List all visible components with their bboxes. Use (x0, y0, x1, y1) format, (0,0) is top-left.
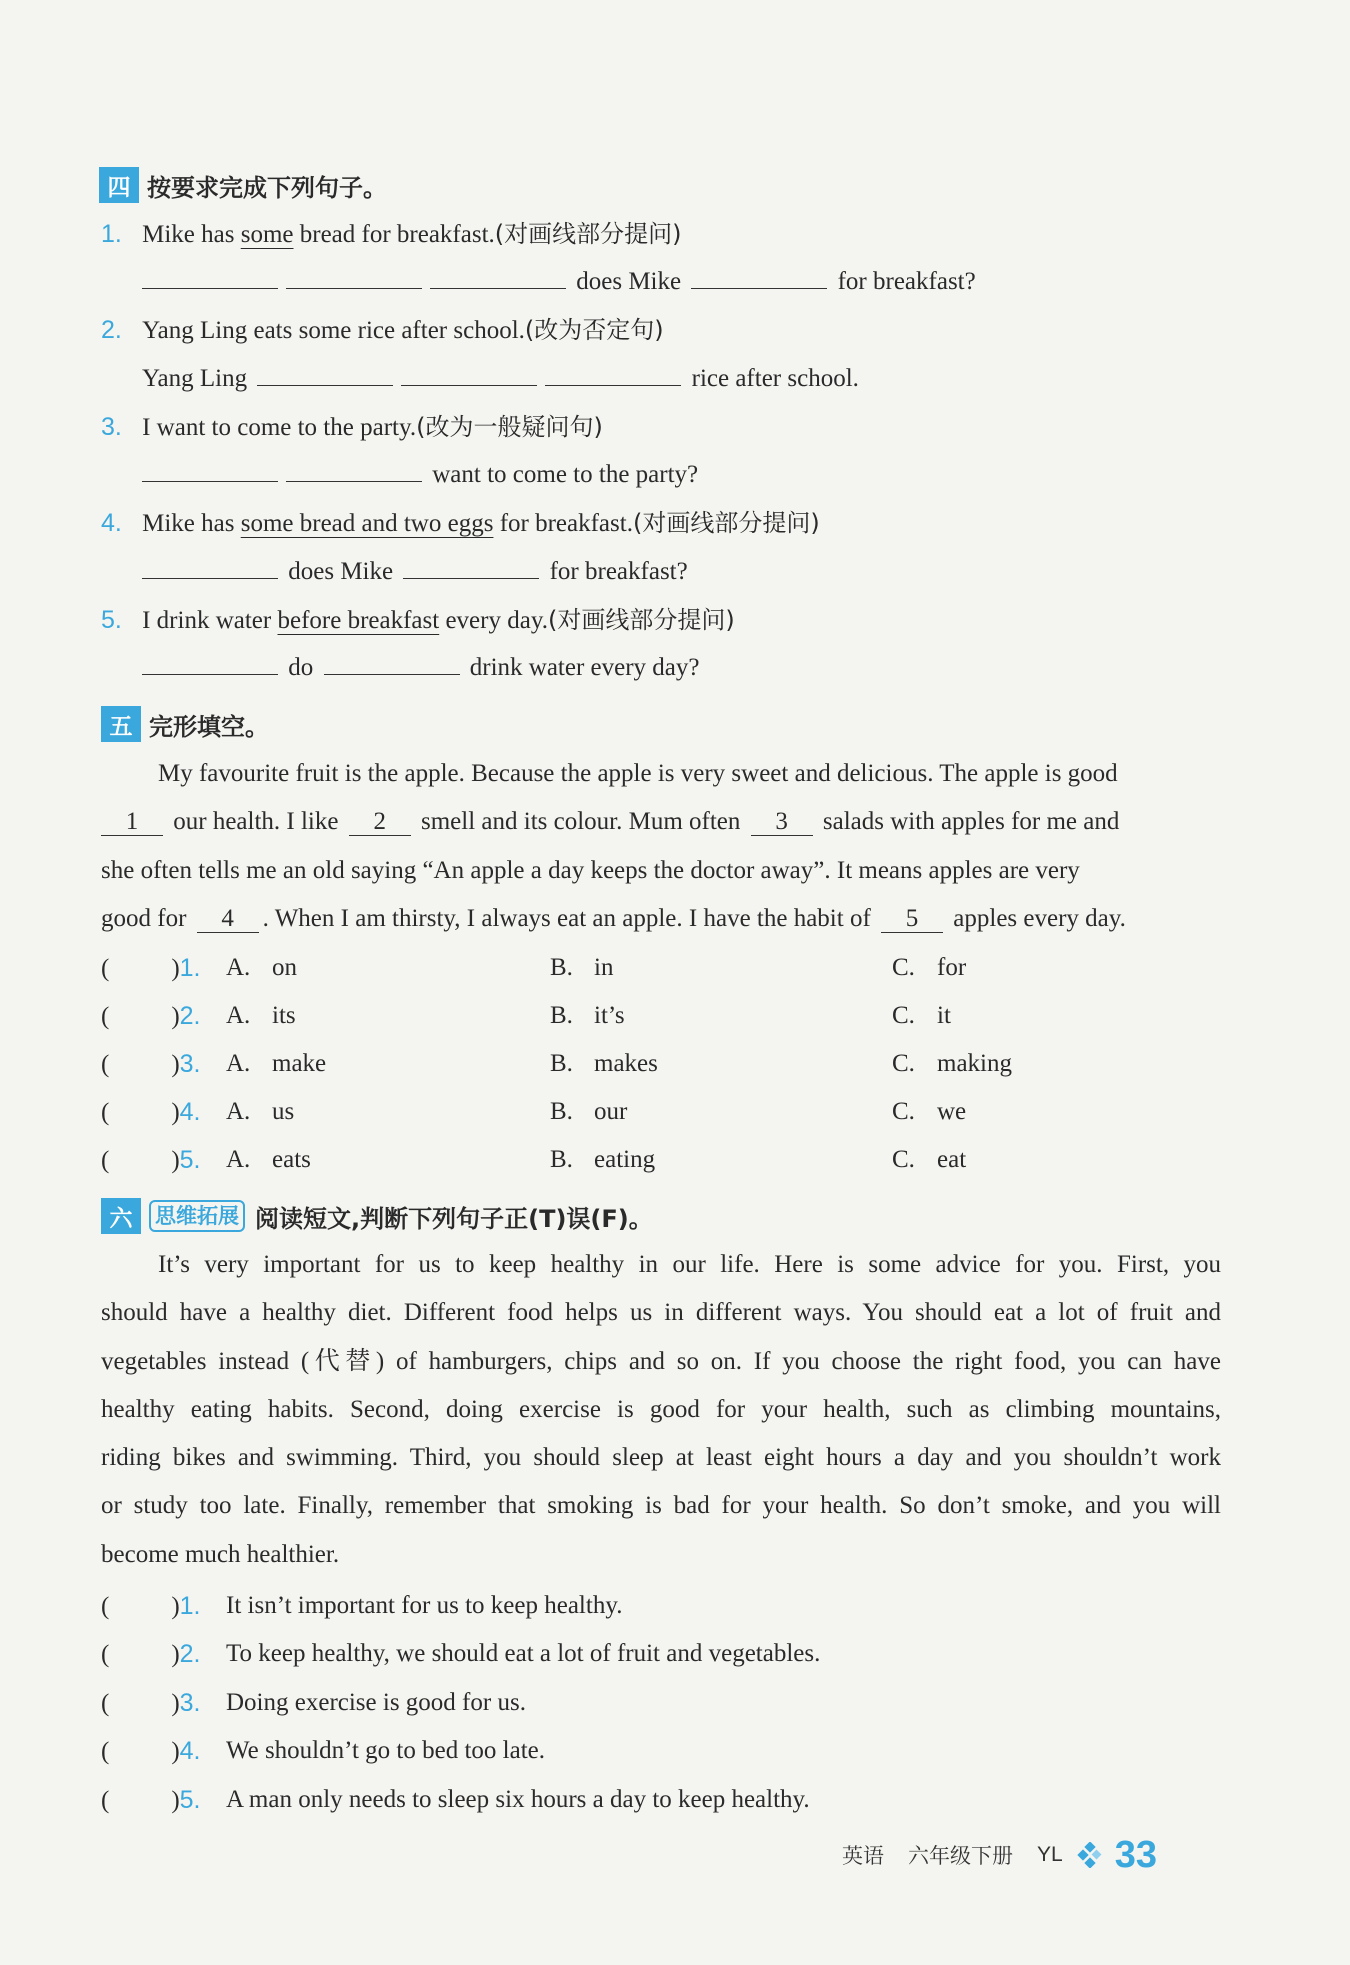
option-letter-b: B. (550, 1050, 573, 1077)
section-6-header (101, 1197, 653, 1235)
answer-text: want to come to the party? (432, 461, 699, 488)
option-row-3 (101, 1049, 1012, 1079)
answer-paren-close: ) (171, 1099, 180, 1126)
answer-paren-open: ( (101, 1099, 110, 1126)
item-number: 1. (179, 1592, 201, 1620)
answer-blank[interactable] (286, 266, 422, 289)
answer-paren-open: ( (101, 1051, 110, 1078)
question-text: for breakfast. (493, 510, 633, 537)
option-number: 3. (179, 1050, 201, 1078)
question-number: 4. (101, 509, 122, 537)
section-4-header (99, 166, 387, 204)
answer-paren-open: ( (101, 955, 110, 982)
answer-paren-open: ( (101, 1593, 110, 1620)
answer-paren-open: ( (101, 1003, 110, 1030)
item-number: 3. (179, 1689, 201, 1717)
option-b[interactable]: in (594, 954, 614, 981)
section-5-badge: 五 (101, 706, 141, 742)
answer-text: rice after school. (691, 365, 859, 392)
question-text: Mike has (142, 221, 241, 248)
answer-text: drink water every day? (469, 654, 700, 681)
answer-blank[interactable] (142, 652, 278, 675)
option-letter-b: B. (550, 1098, 573, 1125)
cloze-text: salads with apples for me and (822, 808, 1120, 836)
answer-paren-open: ( (101, 1787, 110, 1814)
answer-text: does Mike (576, 268, 682, 295)
cloze-line-4 (101, 895, 1221, 943)
q4-5-answer (138, 652, 700, 682)
answer-paren-open: ( (101, 1738, 110, 1765)
option-letter-b: B. (550, 954, 573, 981)
option-letter-c: C. (892, 1146, 915, 1173)
answer-paren-open: ( (101, 1641, 110, 1668)
underlined-text: some bread and two eggs (240, 510, 494, 537)
answer-paren-close: ) (171, 1787, 180, 1814)
option-row-4 (101, 1097, 967, 1127)
cloze-text: good for (101, 904, 187, 932)
answer-paren-close: ) (171, 1593, 180, 1620)
cloze-text: our health. I like (173, 808, 339, 836)
item-text: We shouldn’t go to bed too late. (226, 1737, 546, 1764)
section-6-title: 阅读短文,判断下列句子正(T)误(F)。 (255, 1204, 653, 1233)
option-a[interactable]: its (272, 1002, 296, 1029)
instruction-note: (改为否定句) (524, 316, 664, 344)
question-text: Yang Ling eats some rice after school. (142, 317, 525, 344)
option-a[interactable]: us (272, 1098, 295, 1125)
option-b[interactable]: makes (594, 1050, 658, 1077)
question-text: every day. (439, 607, 548, 634)
option-a[interactable]: eats (272, 1146, 311, 1173)
page-footer (842, 1830, 1157, 1880)
passage-line: It’s very important for us to keep healthy in our life. Here is some advice for you. First, you (158, 1251, 1221, 1278)
cloze-text: apples every day. (953, 904, 1126, 932)
answer-paren-close: ) (171, 1690, 180, 1717)
option-letter-a: A. (226, 1146, 251, 1173)
passage-line: riding bikes and swimming. Third, you should sleep at least eight hours a day and you shouldn’t work (101, 1444, 1221, 1472)
answer-paren-close: ) (171, 1003, 180, 1030)
q4-4 (101, 508, 820, 538)
thinking-extension-tag: 思维拓展 (149, 1200, 245, 1232)
answer-blank[interactable] (142, 556, 278, 579)
tf-item-1 (101, 1591, 623, 1621)
answer-blank[interactable] (324, 652, 460, 675)
answer-blank[interactable] (257, 363, 393, 386)
item-text: A man only needs to sleep six hours a day to keep healthy. (226, 1786, 810, 1813)
option-letter-a: A. (226, 1050, 251, 1077)
page-number: 33 (1114, 1833, 1157, 1876)
question-text: I drink water (142, 607, 278, 634)
item-number: 4. (179, 1737, 201, 1765)
q4-2 (101, 315, 664, 345)
passage-line: become much healthier. (101, 1540, 340, 1568)
question-number: 3. (101, 413, 122, 441)
answer-blank[interactable] (430, 266, 566, 289)
option-letter-c: C. (892, 954, 915, 981)
option-b[interactable]: our (594, 1098, 628, 1125)
answer-text: Yang Ling (142, 365, 248, 392)
passage-line: or study too late. Finally, remember that smoking is bad for your health. So don’t smoke, and you will (101, 1492, 1221, 1520)
q4-1-answer (138, 266, 976, 296)
option-letter-b: B. (550, 1146, 573, 1173)
tf-item-4 (101, 1736, 546, 1766)
footer-subject: 英语 (842, 1844, 884, 1868)
answer-paren-close: ) (171, 1051, 180, 1078)
passage-line: should have a healthy diet. Different food helps us in different ways. You should eat a lot of fruit and (101, 1299, 1221, 1327)
cloze-blank-5[interactable]: 5 (881, 906, 943, 933)
diamond-cluster-icon (1077, 1842, 1103, 1868)
footer-edition: YL (1037, 1843, 1063, 1866)
answer-paren-close: ) (171, 1738, 180, 1765)
section-4-title: 按要求完成下列句子。 (147, 173, 387, 202)
cloze-line-2 (101, 798, 1221, 846)
option-letter-a: A. (226, 1098, 251, 1125)
question-text: I want to come to the party. (142, 414, 417, 441)
item-text: It isn’t important for us to keep healthy. (226, 1592, 623, 1619)
question-number: 2. (101, 316, 122, 344)
cloze-blank-4[interactable]: 4 (197, 906, 259, 933)
option-letter-c: C. (892, 1050, 915, 1077)
answer-paren-open: ( (101, 1690, 110, 1717)
option-c[interactable]: for (937, 954, 967, 981)
section-6-badge: 六 (101, 1198, 141, 1234)
q4-5 (101, 605, 735, 635)
q4-4-answer (138, 556, 688, 586)
cloze-line-3: she often tells me an old saying “An apple a day keeps the doctor away”. It means apples are very (101, 856, 1080, 884)
cloze-blank-2[interactable]: 2 (349, 809, 411, 836)
section-4-badge: 四 (99, 167, 139, 203)
cloze-blank-3[interactable]: 3 (751, 809, 813, 836)
section-5-header (101, 705, 269, 743)
cloze-blank-1[interactable]: 1 (101, 809, 163, 836)
item-number: 5. (179, 1786, 201, 1814)
answer-paren-close: ) (171, 1641, 180, 1668)
answer-blank[interactable] (142, 266, 278, 289)
cloze-passage (101, 750, 1221, 943)
instruction-note: (对画线部分提问) (547, 606, 735, 634)
answer-blank[interactable] (142, 459, 278, 482)
passage-line: vegetables instead (代替) of hamburgers, chips and so on. If you choose the right food, you can have (101, 1347, 1221, 1375)
option-b[interactable]: eating (594, 1146, 656, 1173)
underlined-text: before breakfast (277, 607, 440, 634)
passage-line: healthy eating habits. Second, doing exercise is good for your health, such as climbing mountains, (101, 1395, 1221, 1423)
option-c[interactable]: we (937, 1098, 967, 1125)
answer-blank[interactable] (691, 266, 827, 289)
instruction-note: (改为一般疑问句) (416, 413, 603, 441)
option-c[interactable]: making (937, 1050, 1012, 1077)
footer-grade: 六年级下册 (908, 1844, 1013, 1868)
answer-paren-close: ) (171, 1147, 180, 1174)
cloze-text: smell and its colour. Mum often (420, 808, 741, 836)
section-5-title: 完形填空。 (149, 712, 269, 741)
option-a[interactable]: on (272, 954, 297, 981)
option-a[interactable]: make (272, 1050, 327, 1077)
option-number: 4. (179, 1098, 201, 1126)
q4-1 (101, 219, 682, 249)
option-letter-a: A. (226, 1002, 251, 1029)
item-text: To keep healthy, we should eat a lot of fruit and vegetables. (226, 1640, 821, 1667)
q4-3-answer (138, 459, 698, 489)
question-number: 5. (101, 606, 122, 634)
answer-paren-close: ) (171, 955, 180, 982)
option-c[interactable]: eat (937, 1146, 967, 1173)
question-text: Mike has (142, 510, 241, 537)
tf-item-2 (101, 1639, 821, 1669)
tf-item-3 (101, 1688, 526, 1718)
option-number: 2. (179, 1002, 201, 1030)
option-row-2 (101, 1001, 951, 1031)
answer-text: do (288, 654, 314, 681)
tf-item-5 (101, 1785, 810, 1815)
question-text: bread for breakfast. (293, 221, 495, 248)
answer-blank[interactable] (401, 363, 537, 386)
answer-blank[interactable] (286, 459, 422, 482)
reading-passage (101, 1241, 1221, 1579)
q4-3 (101, 412, 603, 442)
option-number: 5. (179, 1146, 201, 1174)
underlined-text: some (240, 221, 294, 248)
item-number: 2. (179, 1640, 201, 1668)
instruction-note: (对画线部分提问) (632, 509, 820, 537)
option-c[interactable]: it (937, 1002, 951, 1029)
answer-blank[interactable] (545, 363, 681, 386)
cloze-text: . When I am thirsty, I always eat an apple. I have the habit of (262, 904, 871, 932)
option-letter-c: C. (892, 1098, 915, 1125)
answer-blank[interactable] (403, 556, 539, 579)
option-letter-a: A. (226, 954, 251, 981)
answer-paren-open: ( (101, 1147, 110, 1174)
instruction-note: (对画线部分提问) (494, 220, 682, 248)
option-b[interactable]: it’s (594, 1002, 625, 1029)
option-row-5 (101, 1145, 967, 1175)
option-row-1 (101, 953, 967, 983)
cloze-line-1: My favourite fruit is the apple. Because the apple is very sweet and delicious. The apple is good (158, 760, 1118, 787)
answer-text: for breakfast? (837, 268, 976, 295)
answer-text: for breakfast? (549, 558, 688, 585)
option-letter-c: C. (892, 1002, 915, 1029)
item-text: Doing exercise is good for us. (226, 1689, 526, 1716)
option-letter-b: B. (550, 1002, 573, 1029)
question-number: 1. (101, 220, 122, 248)
option-number: 1. (179, 954, 201, 982)
answer-text: does Mike (288, 558, 394, 585)
q4-2-answer (142, 363, 859, 393)
